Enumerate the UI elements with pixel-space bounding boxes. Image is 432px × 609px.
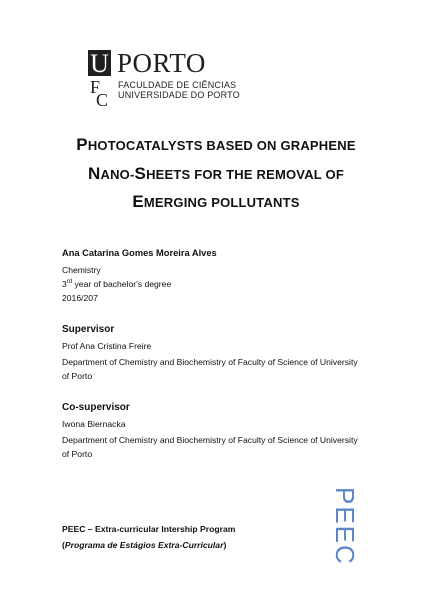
author-course: Chemistry xyxy=(62,265,101,275)
fc-logo-icon xyxy=(89,77,113,107)
author-name: Ana Catarina Gomes Moreira Alves xyxy=(62,248,217,258)
program-line-2: (Programa de Estágios Extra-Curricular) xyxy=(62,540,227,550)
logo-porto-text: PORTO xyxy=(117,48,206,78)
title-line-3: EMERGING POLLUTANTS xyxy=(132,192,300,211)
faculty-name xyxy=(118,80,240,100)
fc-logo-f: F xyxy=(90,77,101,97)
supervisor-heading: Supervisor xyxy=(62,324,115,335)
cosupervisor-department-line-1: Department of Chemistry and Biochemistry of Faculty of Science of University xyxy=(62,435,358,445)
author-academic-year: 2016/207 xyxy=(62,293,98,303)
title-line-1: PHOTOCATALYSTS BASED ON GRAPHENE xyxy=(76,135,356,154)
supervisor-name: Prof Ana Cristina Freire xyxy=(62,341,152,351)
logo-u-block: U xyxy=(88,50,111,76)
faculty-line-2: UNIVERSIDADE DO PORTO xyxy=(118,90,240,100)
faculty-line-1: FACULDADE DE CIÊNCIAS xyxy=(118,80,237,90)
cosupervisor-department-line-2: of Porto xyxy=(62,449,93,459)
cosupervisor-name: Iwona Biernacka xyxy=(62,419,126,429)
cosupervisor-heading: Co-supervisor xyxy=(62,402,130,413)
program-line-1: PEEC – Extra-curricular Intership Program xyxy=(62,524,236,534)
fc-logo-c: C xyxy=(96,90,109,107)
title-line-2: NANO-SHEETS FOR THE REMOVAL OF xyxy=(88,164,344,183)
supervisor-department-line-2: of Porto xyxy=(62,371,93,381)
supervisor-department-line-1: Department of Chemistry and Biochemistry of Faculty of Science of University xyxy=(62,357,358,367)
author-year: 3rd year of bachelor's degree xyxy=(62,279,172,289)
peec-logo: PEEC xyxy=(330,487,360,566)
